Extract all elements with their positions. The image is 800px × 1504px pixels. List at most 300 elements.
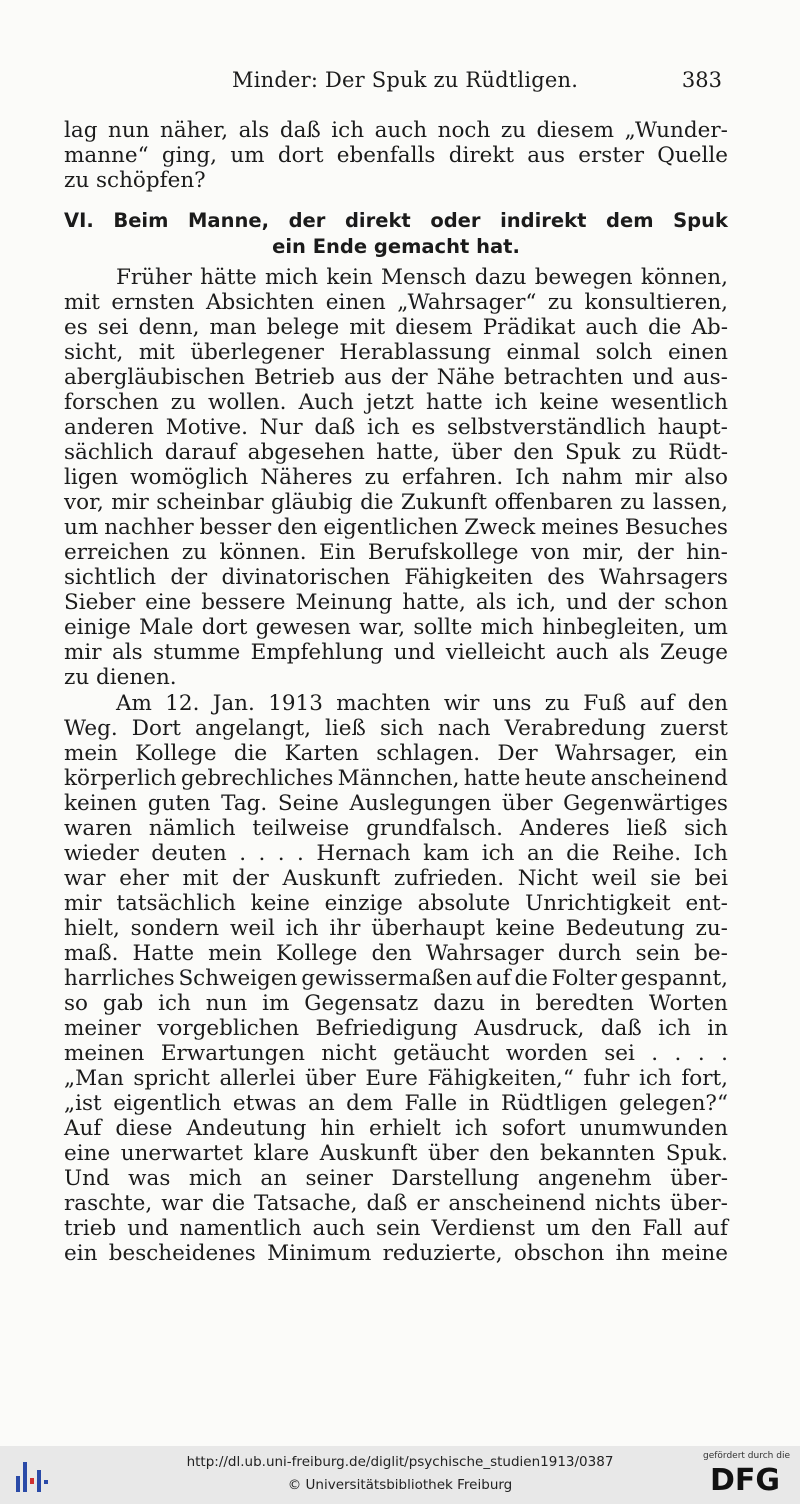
word: eigentlich	[113, 1091, 222, 1116]
copyright-notice: © Universitätsbibliothek Freiburg	[287, 1477, 513, 1493]
word: scheinbar	[156, 490, 264, 515]
text-line	[64, 791, 728, 816]
word: beredten	[535, 991, 634, 1016]
text-line	[64, 1116, 728, 1141]
word: Hatte	[132, 941, 195, 966]
heading-word: indirekt	[500, 209, 587, 232]
word: als	[618, 640, 650, 665]
word: nichts	[594, 1191, 662, 1216]
word: bewegen	[534, 265, 633, 290]
word: Tag.	[221, 791, 268, 816]
word: besser	[199, 515, 272, 540]
word: etwas	[232, 1091, 297, 1116]
word: Darstellung	[391, 1166, 520, 1191]
word: meines	[541, 515, 619, 540]
word: war	[161, 1191, 203, 1216]
word: hatte	[463, 766, 521, 791]
word: im	[262, 991, 290, 1016]
word: eigentlichen	[323, 515, 459, 540]
word: hätte	[200, 265, 257, 290]
word: auf	[639, 691, 675, 716]
source-url-link[interactable]: http://dl.ub.uni-freiburg.de/diglit/psychische_studien1913/0387	[186, 1454, 614, 1470]
word: sei	[604, 1041, 635, 1066]
viewer-footer	[0, 1446, 800, 1504]
word: einmal	[506, 340, 581, 365]
word: selbstverständlich	[447, 415, 646, 440]
word: Prädikat	[482, 315, 576, 340]
word: auf	[476, 966, 511, 991]
word: auch	[585, 315, 638, 340]
text-line	[64, 490, 728, 515]
word: weil	[591, 866, 637, 891]
word: zufrieden.	[393, 866, 505, 891]
word: Male	[139, 615, 194, 640]
word: Nicht	[517, 866, 579, 891]
word: mein	[64, 741, 118, 766]
word: Fähigkeiten,“	[427, 1066, 574, 1091]
word: aus	[344, 365, 382, 390]
word: kam	[423, 841, 470, 866]
word: Nähe	[436, 365, 495, 390]
word: meiner	[64, 1016, 141, 1041]
word: Reihe.	[611, 841, 682, 866]
word: und	[632, 365, 674, 390]
word: betrachten	[503, 365, 624, 390]
text-line	[64, 315, 728, 340]
word: diese	[115, 1116, 173, 1141]
paragraph	[64, 691, 728, 1266]
word: Auch	[298, 390, 354, 415]
word: denn,	[138, 315, 200, 340]
word: keinen	[64, 791, 138, 816]
text-line	[64, 290, 728, 315]
word: Am	[116, 691, 152, 716]
text-line	[64, 665, 728, 690]
word: sollte	[413, 615, 473, 640]
word: keine	[250, 891, 310, 916]
word: erreichen	[64, 540, 170, 565]
word: waren	[64, 816, 133, 841]
word: zu	[500, 118, 527, 143]
section-heading-line	[64, 208, 728, 234]
word: lassen,	[652, 490, 728, 515]
word: können.	[219, 540, 307, 565]
word: Auf	[64, 1116, 102, 1141]
word: Andeutung	[186, 1116, 307, 1141]
word: der	[232, 866, 269, 891]
word: die	[360, 490, 394, 515]
word: Jan.	[212, 691, 255, 716]
word: der	[636, 540, 674, 565]
word: ebenfalls	[336, 143, 436, 168]
word: als	[238, 118, 270, 143]
word: an	[260, 1166, 288, 1191]
word: eine	[64, 1141, 111, 1166]
word: worden	[505, 1041, 588, 1066]
text-line	[64, 716, 728, 741]
word: gewesen	[255, 615, 351, 640]
word: Minimum	[267, 1241, 372, 1266]
word: konsultieren,	[584, 290, 728, 315]
word: ich	[367, 415, 400, 440]
word: gebrechliches	[180, 766, 334, 791]
word: den	[489, 1141, 530, 1166]
word: war,	[359, 615, 406, 640]
word: schlagen.	[376, 741, 481, 766]
word: mit	[349, 315, 386, 340]
word: mein	[208, 941, 262, 966]
heading-word: der	[288, 209, 326, 232]
word: um	[545, 1216, 581, 1241]
word: auf	[693, 1216, 728, 1241]
text-line	[64, 1016, 728, 1041]
word: als	[475, 590, 507, 615]
word: zu	[64, 168, 97, 193]
word: seiner	[305, 1166, 373, 1191]
text-line	[64, 143, 728, 168]
word: ent-	[685, 891, 728, 916]
word: Rüdt-	[668, 440, 728, 465]
word: also	[684, 465, 728, 490]
word: sächlich	[64, 440, 154, 465]
text-line	[64, 991, 728, 1016]
word: mir	[64, 640, 102, 665]
word: raschte,	[64, 1191, 153, 1216]
word: hin	[320, 1116, 355, 1141]
word: unumwunden	[579, 1116, 728, 1141]
word: wesentlich	[610, 390, 728, 415]
word: über-	[670, 1166, 728, 1191]
word: gespannt,	[620, 966, 728, 991]
word: war	[64, 866, 106, 891]
word: 1913	[268, 691, 323, 716]
word: be-	[694, 941, 728, 966]
word: sein	[376, 1216, 421, 1241]
word: .	[277, 841, 285, 866]
word: vorgeblichen	[157, 1016, 300, 1041]
word: namentlich	[179, 1216, 302, 1241]
word: über	[305, 1066, 356, 1091]
word: Männchen,	[337, 766, 460, 791]
section-heading-text: ein Ende gemacht hat.	[272, 235, 520, 258]
word: keine	[495, 916, 555, 941]
word: anscheinend	[590, 766, 728, 791]
word: mir	[634, 465, 673, 490]
word: erster	[578, 143, 644, 168]
section-heading-line	[64, 234, 728, 260]
word: fort,	[681, 1066, 728, 1091]
word: darauf	[164, 440, 237, 465]
word: eher	[119, 866, 169, 891]
word: Verdienst	[431, 1216, 535, 1241]
word: Tatsache,	[254, 1191, 358, 1216]
word: Unrichtigkeit	[525, 891, 671, 916]
word: mit	[138, 340, 175, 365]
word: zu	[364, 465, 390, 490]
word: mit	[64, 290, 100, 315]
word: über	[501, 791, 553, 816]
word: den	[687, 691, 728, 716]
word: diesem	[536, 118, 615, 143]
word: nicht	[321, 1041, 377, 1066]
text-line	[64, 265, 728, 290]
word: Früher	[116, 265, 192, 290]
word: ich	[454, 1116, 488, 1141]
word: die	[648, 315, 682, 340]
word: auch	[312, 1216, 366, 1241]
word: offenbaren	[494, 490, 613, 515]
word: keine	[539, 390, 599, 415]
word: solch	[595, 340, 653, 365]
word: zu	[547, 290, 574, 315]
word: ich	[285, 916, 319, 941]
word: .	[697, 1041, 705, 1066]
word: und	[127, 1216, 169, 1241]
word: Wahrsager,	[554, 741, 678, 766]
word: ihn	[615, 1241, 651, 1266]
word: stumme	[153, 640, 241, 665]
word: Ein	[319, 540, 356, 565]
word: klare	[253, 1141, 310, 1166]
word: den	[371, 941, 412, 966]
text-line	[64, 866, 728, 891]
word: auch	[374, 118, 428, 143]
word: Weg.	[64, 716, 118, 741]
word: Folter	[551, 966, 617, 991]
word: angelangt,	[195, 716, 311, 741]
word: ließ	[626, 816, 668, 841]
word: den	[591, 1216, 632, 1241]
text-line	[64, 118, 728, 143]
word: der	[390, 365, 428, 390]
heading-word: Spuk	[673, 209, 728, 232]
word: Berufskollege	[367, 540, 519, 565]
word: hinbegleiten,	[542, 615, 686, 640]
word: Betrieb	[254, 365, 335, 390]
word: ich,	[516, 590, 557, 615]
funding-note: gefördert durch die	[703, 1451, 790, 1461]
word: von	[530, 540, 570, 565]
text-line	[64, 941, 728, 966]
word: Hernach	[316, 841, 411, 866]
word: nach	[437, 716, 491, 741]
text-line	[64, 640, 728, 665]
word: divinatorischen	[221, 565, 391, 590]
word: Spuk	[564, 440, 621, 465]
word: Der	[497, 741, 538, 766]
word: Meinung	[295, 590, 393, 615]
word: daß	[600, 1016, 642, 1041]
word: Befriedigung	[315, 1016, 458, 1041]
word: Näheres	[260, 465, 353, 490]
word: bescheidenes	[108, 1241, 256, 1266]
word: in	[468, 1091, 490, 1116]
text-line	[64, 168, 728, 193]
word: Zukunft	[400, 490, 488, 515]
text-line	[64, 1191, 728, 1216]
word: Und	[64, 1166, 110, 1191]
word: sie	[650, 866, 681, 891]
text-line	[64, 1166, 728, 1191]
word: Fall	[642, 1216, 683, 1241]
word: absolute	[417, 891, 511, 916]
word: Absichten	[205, 290, 315, 315]
word: über-	[670, 1191, 728, 1216]
word: um	[64, 515, 99, 540]
word: womöglich	[130, 465, 249, 490]
word: manne“	[64, 143, 149, 168]
word: Auskunft	[319, 1141, 418, 1166]
text-line	[64, 515, 728, 540]
word: ich	[494, 390, 528, 415]
word: Sieber	[64, 590, 136, 615]
word: die	[233, 741, 268, 766]
heading-word: dem	[606, 209, 654, 232]
word: wieder	[64, 841, 139, 866]
word: Dort	[131, 716, 181, 741]
word: durch	[557, 941, 622, 966]
text-line	[64, 1141, 728, 1166]
word: Besuches	[624, 515, 728, 540]
word: die	[211, 1191, 246, 1216]
word: machten	[336, 691, 431, 716]
word: Fuß	[583, 691, 627, 716]
word: meine	[661, 1241, 728, 1266]
word: dienen.	[96, 665, 177, 690]
text-line	[64, 440, 728, 465]
word: Herablassung	[339, 340, 491, 365]
word: zuerst	[660, 716, 728, 741]
word: Worten	[648, 991, 728, 1016]
word: so	[64, 991, 88, 1016]
word: er	[416, 1191, 440, 1216]
word: noch	[437, 118, 491, 143]
text-line	[64, 365, 728, 390]
word: nahm	[561, 465, 623, 490]
text-line	[64, 1091, 728, 1116]
word: forschen	[64, 390, 159, 415]
word: nämlich	[148, 816, 236, 841]
word: weil	[229, 916, 275, 941]
word: einige	[64, 615, 131, 640]
word: dem	[346, 1091, 394, 1116]
word: mich	[264, 265, 319, 290]
word: mir	[64, 891, 102, 916]
word: Wahrsagers	[599, 565, 728, 590]
heading-word: VI.	[64, 209, 94, 232]
word: einen	[667, 340, 728, 365]
word: Auskunft	[282, 866, 381, 891]
word: Nur	[259, 415, 303, 440]
word: den	[277, 515, 318, 540]
word: daß	[366, 1191, 408, 1216]
word: hin-	[686, 540, 728, 565]
word: Zweck	[464, 515, 536, 540]
text-line	[64, 691, 728, 716]
word: Anderes	[519, 816, 610, 841]
text-line	[64, 1041, 728, 1066]
word: in	[707, 1016, 728, 1041]
word: deuten	[151, 841, 227, 866]
word: unerwartet	[120, 1141, 243, 1166]
word: sofort	[501, 1116, 566, 1141]
word: reduzierte,	[382, 1241, 503, 1266]
text-line	[64, 615, 728, 640]
word: .	[674, 1041, 682, 1066]
word: .	[297, 841, 304, 866]
word: als	[111, 640, 143, 665]
word: Kollege	[135, 741, 217, 766]
word: aus	[527, 143, 565, 168]
word: jetzt	[365, 390, 414, 415]
paragraph	[64, 265, 728, 690]
text-line	[64, 1066, 728, 1091]
word: daß	[314, 415, 356, 440]
text-line	[64, 1241, 728, 1266]
dfg-logo-text: DFG	[709, 1463, 781, 1493]
word: überlegener	[190, 340, 324, 365]
word: überhaupt	[371, 916, 485, 941]
word: eine	[145, 590, 192, 615]
word: bei	[694, 866, 728, 891]
text-line	[64, 565, 728, 590]
word: zu	[64, 665, 97, 690]
word: ligen	[64, 465, 119, 490]
text-line	[64, 841, 728, 866]
word: tatsächlich	[116, 891, 236, 916]
word: Mensch	[381, 265, 467, 290]
word: die	[514, 966, 548, 991]
word: harrliches	[64, 966, 175, 991]
word: schon	[664, 590, 728, 615]
word: ich	[638, 1066, 672, 1091]
word: Ab-	[691, 315, 728, 340]
word: zu	[620, 490, 646, 515]
word: erfahren.	[401, 465, 504, 490]
word: bekannten	[540, 1141, 656, 1166]
word: grundfalsch.	[366, 816, 503, 841]
word: Spuk.	[665, 1141, 728, 1166]
word: Empfehlung	[250, 640, 384, 665]
word: hatte,	[376, 440, 440, 465]
word: Ich	[693, 841, 728, 866]
word: teilweise	[252, 816, 350, 841]
word: Kollege	[276, 941, 358, 966]
word: angenehm	[537, 1166, 652, 1191]
word: haupt-	[657, 415, 728, 440]
word: 12.	[165, 691, 200, 716]
word: bessere	[201, 590, 286, 615]
word: der	[617, 590, 655, 615]
word: wollen.	[208, 390, 287, 415]
word: nun	[205, 991, 248, 1016]
word: mir,	[582, 540, 625, 565]
text-line	[64, 766, 728, 791]
word: auch	[555, 640, 609, 665]
word: nun	[107, 118, 150, 143]
heading-word: oder	[430, 209, 481, 232]
word: einzige	[324, 891, 403, 916]
word: uns	[492, 691, 532, 716]
word: daß	[279, 118, 321, 143]
word: zu	[544, 691, 570, 716]
word: .	[721, 1041, 728, 1066]
word: .	[258, 841, 266, 866]
word: in	[499, 991, 521, 1016]
word: vor,	[64, 490, 104, 515]
word: hatte	[426, 390, 483, 415]
word: die	[566, 841, 600, 866]
